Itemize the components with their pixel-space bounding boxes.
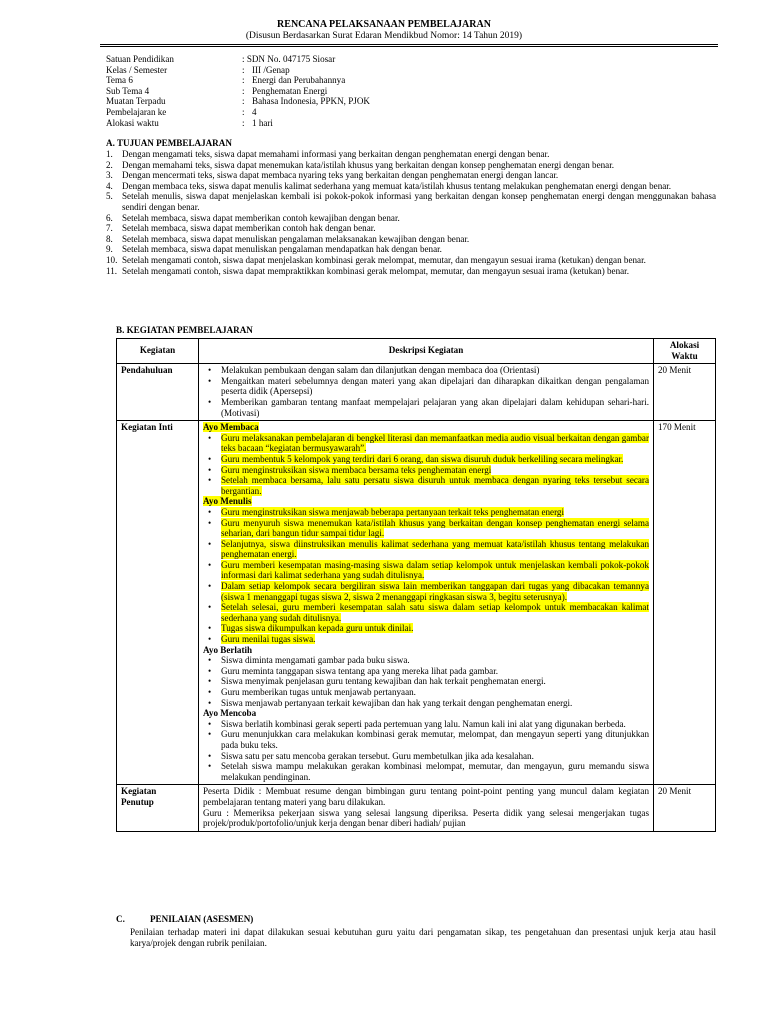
bullet-icon: • (208, 665, 212, 676)
bullet-icon: • (208, 623, 212, 634)
bullet-icon: • (208, 432, 212, 443)
header-divider (100, 44, 718, 45)
table-header-row (117, 339, 716, 364)
list-item: • Guru melaksanakan pembelajaran di bengkel literasi dan memanfaatkan media audio visual berkaitan dengan gambar teks bacaan “kegiatan bermusyawarah”. (208, 432, 649, 454)
bullet-icon: • (208, 375, 212, 386)
bullet-icon: • (208, 761, 212, 772)
list-item: • Guru menunjukkan cara melakukan kombinasi gerak memutar, melompat, dan mengayun seperti yang ditunjukkan pada buku teks. (208, 729, 649, 750)
list-item: • Selanjutnya, siswa diinstruksikan menulis kalimat sederhana yang memuat kata/istilah khusus tentang melakukan penghematan energi. (208, 538, 649, 560)
list-item: • Siswa menjawab pertanyaan terkait kewajiban dan hak yang terkait dengan penghematan energi. (208, 697, 573, 708)
list-item: • Guru memberikan tugas untuk menjawab pertanyaan. (208, 687, 416, 697)
section-b-heading: B. KEGIATAN PEMBELAJARAN (116, 325, 253, 335)
row-label-penutup: Kegiatan Penutup (117, 785, 199, 831)
objectives-list (106, 149, 716, 276)
table-row (117, 421, 716, 785)
bullet-icon: • (208, 655, 212, 666)
bullet-icon: • (208, 697, 212, 708)
subheading-ayo-menulis: Ayo Menulis (203, 496, 252, 507)
inti-description (199, 421, 654, 785)
document-subtitle: (Disusun Berdasarkan Surat Edaran Mendikbud Nomor: 14 Tahun 2019) (245, 31, 523, 41)
bullet-icon: • (208, 517, 212, 528)
list-item: • Melakukan pembukaan dengan salam dan dilanjutkan dengan membaca doa (Orientasi) (208, 365, 540, 376)
list-item: • Guru menilai tugas siswa. (208, 634, 316, 645)
bullet-icon: • (208, 729, 212, 740)
list-item: • Guru membentuk 5 kelompok yang terdiri dari 6 orang, dan siswa disuruh duduk berkeliling secara melingkar. (208, 453, 624, 464)
bullet-icon: • (208, 453, 212, 464)
row-label-pendahuluan: Pendahuluan (117, 364, 199, 421)
column-header-kegiatan: Kegiatan (117, 339, 199, 364)
list-item: • Setelah siswa mampu melakukan gerakan kombinasi melompat, memutar, dan mengayun, guru memandu siswa melakukan pendinginan. (208, 761, 649, 782)
bullet-icon: • (208, 475, 212, 486)
list-item: 9. Setelah membaca, siswa dapat menuliskan pengalaman mendapatkan hak dengan benar. (106, 244, 442, 255)
table-row (117, 364, 716, 421)
list-item: • Siswa satu per satu mencoba gerakan tersebut. Guru membetulkan jika ada kesalahan. (208, 750, 534, 761)
header-divider-2 (100, 46, 718, 47)
list-item: 5. Setelah menulis, siswa dapat menjelaskan kembali isi pokok-pokok informasi yang berkaitan dengan konsep penghematan energi dengan menggunakan bahasa sendiri dengan benar. (106, 191, 716, 212)
list-item: • Mengaitkan materi sebelumnya dengan materi yang akan dipelajari dan diharapkan dikaitkan dengan pengalaman peserta didik (Apersepsi) (208, 375, 649, 397)
list-item: 2. Dengan memahami teks, siswa dapat menemukan kata/istilah khusus yang berkaitan dengan konsep penghematan energi dengan benar. (106, 159, 615, 170)
assessment-paragraph: Penilaian terhadap materi ini dapat dilakukan sesuai kebutuhan guru yaitu dari pengamatan sikap, tes pengetahuan dan presentasi unjuk kerja atau hasil karya/projek dengan rubrik penilaian. (130, 927, 716, 948)
list-item: • Setelah selesai, guru memberi kesempatan salah satu siswa dalam setiap kelompok untuk membacakan kalimat sederhana yang sudah ditulisnya. (208, 602, 649, 623)
bullet-icon: • (208, 538, 212, 549)
identity-row: Kelas / Semester : III /Genap (106, 64, 290, 75)
penutup-description: Peserta Didik : Membuat resume dengan bimbingan guru tentang point-point penting yang muncul dalam kegiatan pembelajaran tentang materi yang baru dilakukan. Guru : Memeriksa pekerjaan siswa yang selesai langsung diperiksa. Peserta didik yang selesai mengerjakan tugas projek/produk/portofolio/unjuk kerja dengan benar diberi hadiah/ pujian (199, 785, 654, 831)
list-item: • Tugas siswa dikumpulkan kepada guru untuk dinilai. (208, 623, 414, 634)
bullet-icon: • (208, 602, 212, 613)
identity-row: Satuan Pendidikan : SDN No. 047175 Siosar (106, 54, 336, 64)
list-item: • Siswa menyimak penjelasan guru tentang kewajiban dan hak terkait penghematan energi. (208, 676, 546, 687)
identity-row: Sub Tema 4 : Penghematan Energi (106, 85, 328, 96)
identity-row: Muatan Terpadu : Bahasa Indonesia, PPKN, PJOK (106, 96, 370, 107)
list-item: 3. Dengan mencermati teks, siswa dapat membaca nyaring teks yang berkaitan dengan penghematan energi dengan lancar. (106, 170, 559, 181)
inti-time: 170 Menit (654, 421, 716, 785)
bullet-icon: • (208, 634, 212, 645)
identity-block (106, 54, 370, 128)
subheading-ayo-membaca: Ayo Membaca (203, 422, 259, 433)
bullet-icon: • (208, 559, 212, 570)
list-item: • Setelah membaca bersama, lalu satu persatu siswa disuruh untuk membaca dengan nyaring teks tersebut secara bergantian. (208, 475, 649, 496)
list-item: • Dalam setiap kelompok secara bergiliran siswa lain memberikan tanggapan dari tugas yang dibacakan temannya (siswa 1 menanggapi tugas siswa 2, siswa 2 menanggapi ringkasan siswa 3, begitu seterusnya). (208, 581, 649, 602)
bullet-icon: • (208, 396, 212, 407)
list-item: 11. Setelah mengamati contoh, siswa dapat mempraktikkan kombinasi gerak melompat, memutar, dan mengayun sesuai irama (ketukan) benar. (106, 265, 629, 276)
subheading-ayo-mencoba: Ayo Mencoba (203, 708, 257, 719)
list-item: 6. Setelah membaca, siswa dapat memberikan contoh kewajiban dengan benar. (106, 212, 400, 223)
list-item: 7. Setelah membaca, siswa dapat memberikan contoh hak dengan benar. (106, 223, 376, 234)
bullet-icon: • (208, 581, 212, 592)
bullet-icon: • (208, 506, 212, 517)
document-title: RENCANA PELAKSANAAN PEMBELAJARAN (277, 19, 491, 30)
bullet-icon: • (208, 464, 212, 475)
identity-row: Tema 6 : Energi dan Perubahannya (106, 75, 346, 86)
column-header-deskripsi: Deskripsi Kegiatan (199, 339, 654, 364)
list-item: 8. Setelah membaca, siswa dapat menuliskan pengalaman melaksanakan kewajiban dengan benar. (106, 233, 470, 244)
list-item: • Memberikan gambaran tentang manfaat mempelajari pelajaran yang akan dipelajari dalam kehidupan sehari-hari. (Motivasi) (208, 396, 649, 418)
section-c-heading: PENILAIAN (ASESMEN) (150, 914, 254, 924)
list-item: 1. Dengan mengamati teks, siswa dapat memahami informasi yang berkaitan dengan penghematan energi dengan benar. (106, 149, 550, 159)
list-item: • Guru menyuruh siswa menemukan kata/istilah khusus yang berkaitan dengan konsep penghematan energi selama seharian, dari bangun tidur sampai tidur lagi. (208, 517, 649, 539)
bullet-icon: • (208, 676, 212, 687)
identity-row: Pembelajaran ke : 4 (106, 106, 257, 117)
row-label-inti: Kegiatan Inti (117, 421, 199, 785)
list-item: • Siswa berlatih kombinasi gerak seperti pada pertemuan yang lalu. Namun kali ini alat yang digunakan berbeda. (208, 718, 626, 729)
bullet-icon: • (208, 718, 212, 729)
list-item: • Guru meminta tanggapan siswa tentang apa yang mereka lihat pada gambar. (208, 665, 499, 676)
section-a-heading: A. TUJUAN PEMBELAJARAN (106, 138, 232, 148)
list-item: • Guru menginstruksikan siswa membaca bersama teks penghematan energi (208, 464, 492, 475)
list-item: • Siswa diminta mengamati gambar pada buku siswa. (208, 655, 410, 666)
activities-table (116, 338, 716, 832)
bullet-icon: • (208, 365, 212, 376)
list-item: • Guru menginstruksikan siswa menjawab beberapa pertanyaan terkait teks penghematan energi (208, 506, 565, 517)
list-item: 10. Setelah mengamati contoh, siswa dapat menjelaskan kombinasi gerak melompat, memutar, dan mengayun sesuai irama (ketukan) dengan benar. (106, 254, 646, 265)
pendahuluan-description (199, 364, 654, 421)
bullet-icon: • (208, 687, 212, 697)
pendahuluan-time: 20 Menit (654, 364, 716, 421)
bullet-icon: • (208, 750, 212, 761)
list-item: 4. Dengan membaca teks, siswa dapat menulis kalimat sederhana yang memuat kata/istilah khusus tentang melakukan penghematan energi dengan benar. (106, 180, 672, 191)
list-item: • Guru memberi kesempatan masing-masing siswa dalam setiap kelompok untuk menjelaskan kembali pokok-pokok informasi dari kalimat sederhana yang sudah ditulisnya. (208, 559, 649, 581)
penutup-time: 20 Menit (654, 785, 716, 831)
table-row (117, 785, 716, 831)
subheading-ayo-berlatih: Ayo Berlatih (203, 644, 253, 655)
column-header-alokasi: Alokasi Waktu (654, 339, 716, 364)
section-c-letter: C. (116, 914, 125, 924)
identity-row: Alokasi waktu : 1 hari (106, 117, 273, 128)
